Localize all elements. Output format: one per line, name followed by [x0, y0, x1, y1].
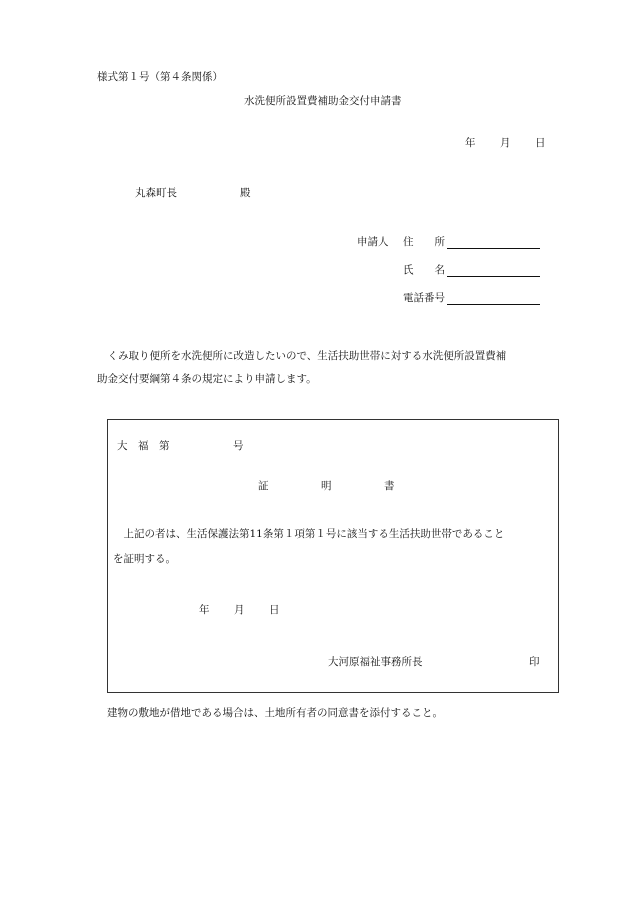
applicant-phone-row: [403, 290, 540, 305]
attachment-note: 建物の敷地が借地である場合は、土地所有者の同意書を添付すること。: [107, 707, 443, 719]
certificate-box: [107, 419, 559, 693]
applicant-label: 申請人: [357, 236, 389, 248]
certificate-seal-mark: 印: [529, 656, 540, 668]
applicant-address-row: [403, 234, 540, 249]
certificate-title: 証 明 書: [258, 480, 395, 492]
certificate-date-year: 年: [199, 604, 210, 616]
phone-label: 電話番号: [403, 292, 445, 304]
date-day-label: 日: [535, 137, 546, 149]
address-blank-line[interactable]: [447, 237, 540, 249]
body-text-line-1: くみ取り便所を水洗便所に改造したいので、生活扶助世帯に対する水洗便所設置費補: [97, 350, 507, 362]
certificate-number-prefix: 大 福 第: [117, 440, 170, 452]
certificate-number-suffix: 号: [233, 440, 244, 452]
certificate-date-month: 月: [234, 604, 245, 616]
date-year-label: 年: [465, 137, 476, 149]
addressee-honorific: 殿: [240, 187, 251, 199]
date-month-label: 月: [500, 137, 511, 149]
body-text-line-2: 助金交付要綱第４条の規定により申請します。: [97, 373, 317, 385]
form-number: 様式第１号（第４条関係）: [97, 71, 223, 83]
certificate-date-day: 日: [269, 604, 280, 616]
address-label: 住 所: [403, 236, 445, 248]
certificate-issuer: 大河原福祉事務所長: [328, 656, 423, 668]
phone-blank-line[interactable]: [447, 293, 540, 305]
name-label: 氏 名: [403, 264, 445, 276]
applicant-name-row: [403, 262, 540, 277]
addressee-name: 丸森町長: [135, 187, 177, 199]
certificate-body-line-1: 上記の者は、生活保護法第11条第１項第１号に該当する生活扶助世帯であること: [113, 528, 505, 540]
name-blank-line[interactable]: [447, 265, 540, 277]
certificate-body-line-2: を証明する。: [113, 553, 176, 565]
document-title: 水洗便所設置費補助金交付申請書: [244, 95, 402, 107]
